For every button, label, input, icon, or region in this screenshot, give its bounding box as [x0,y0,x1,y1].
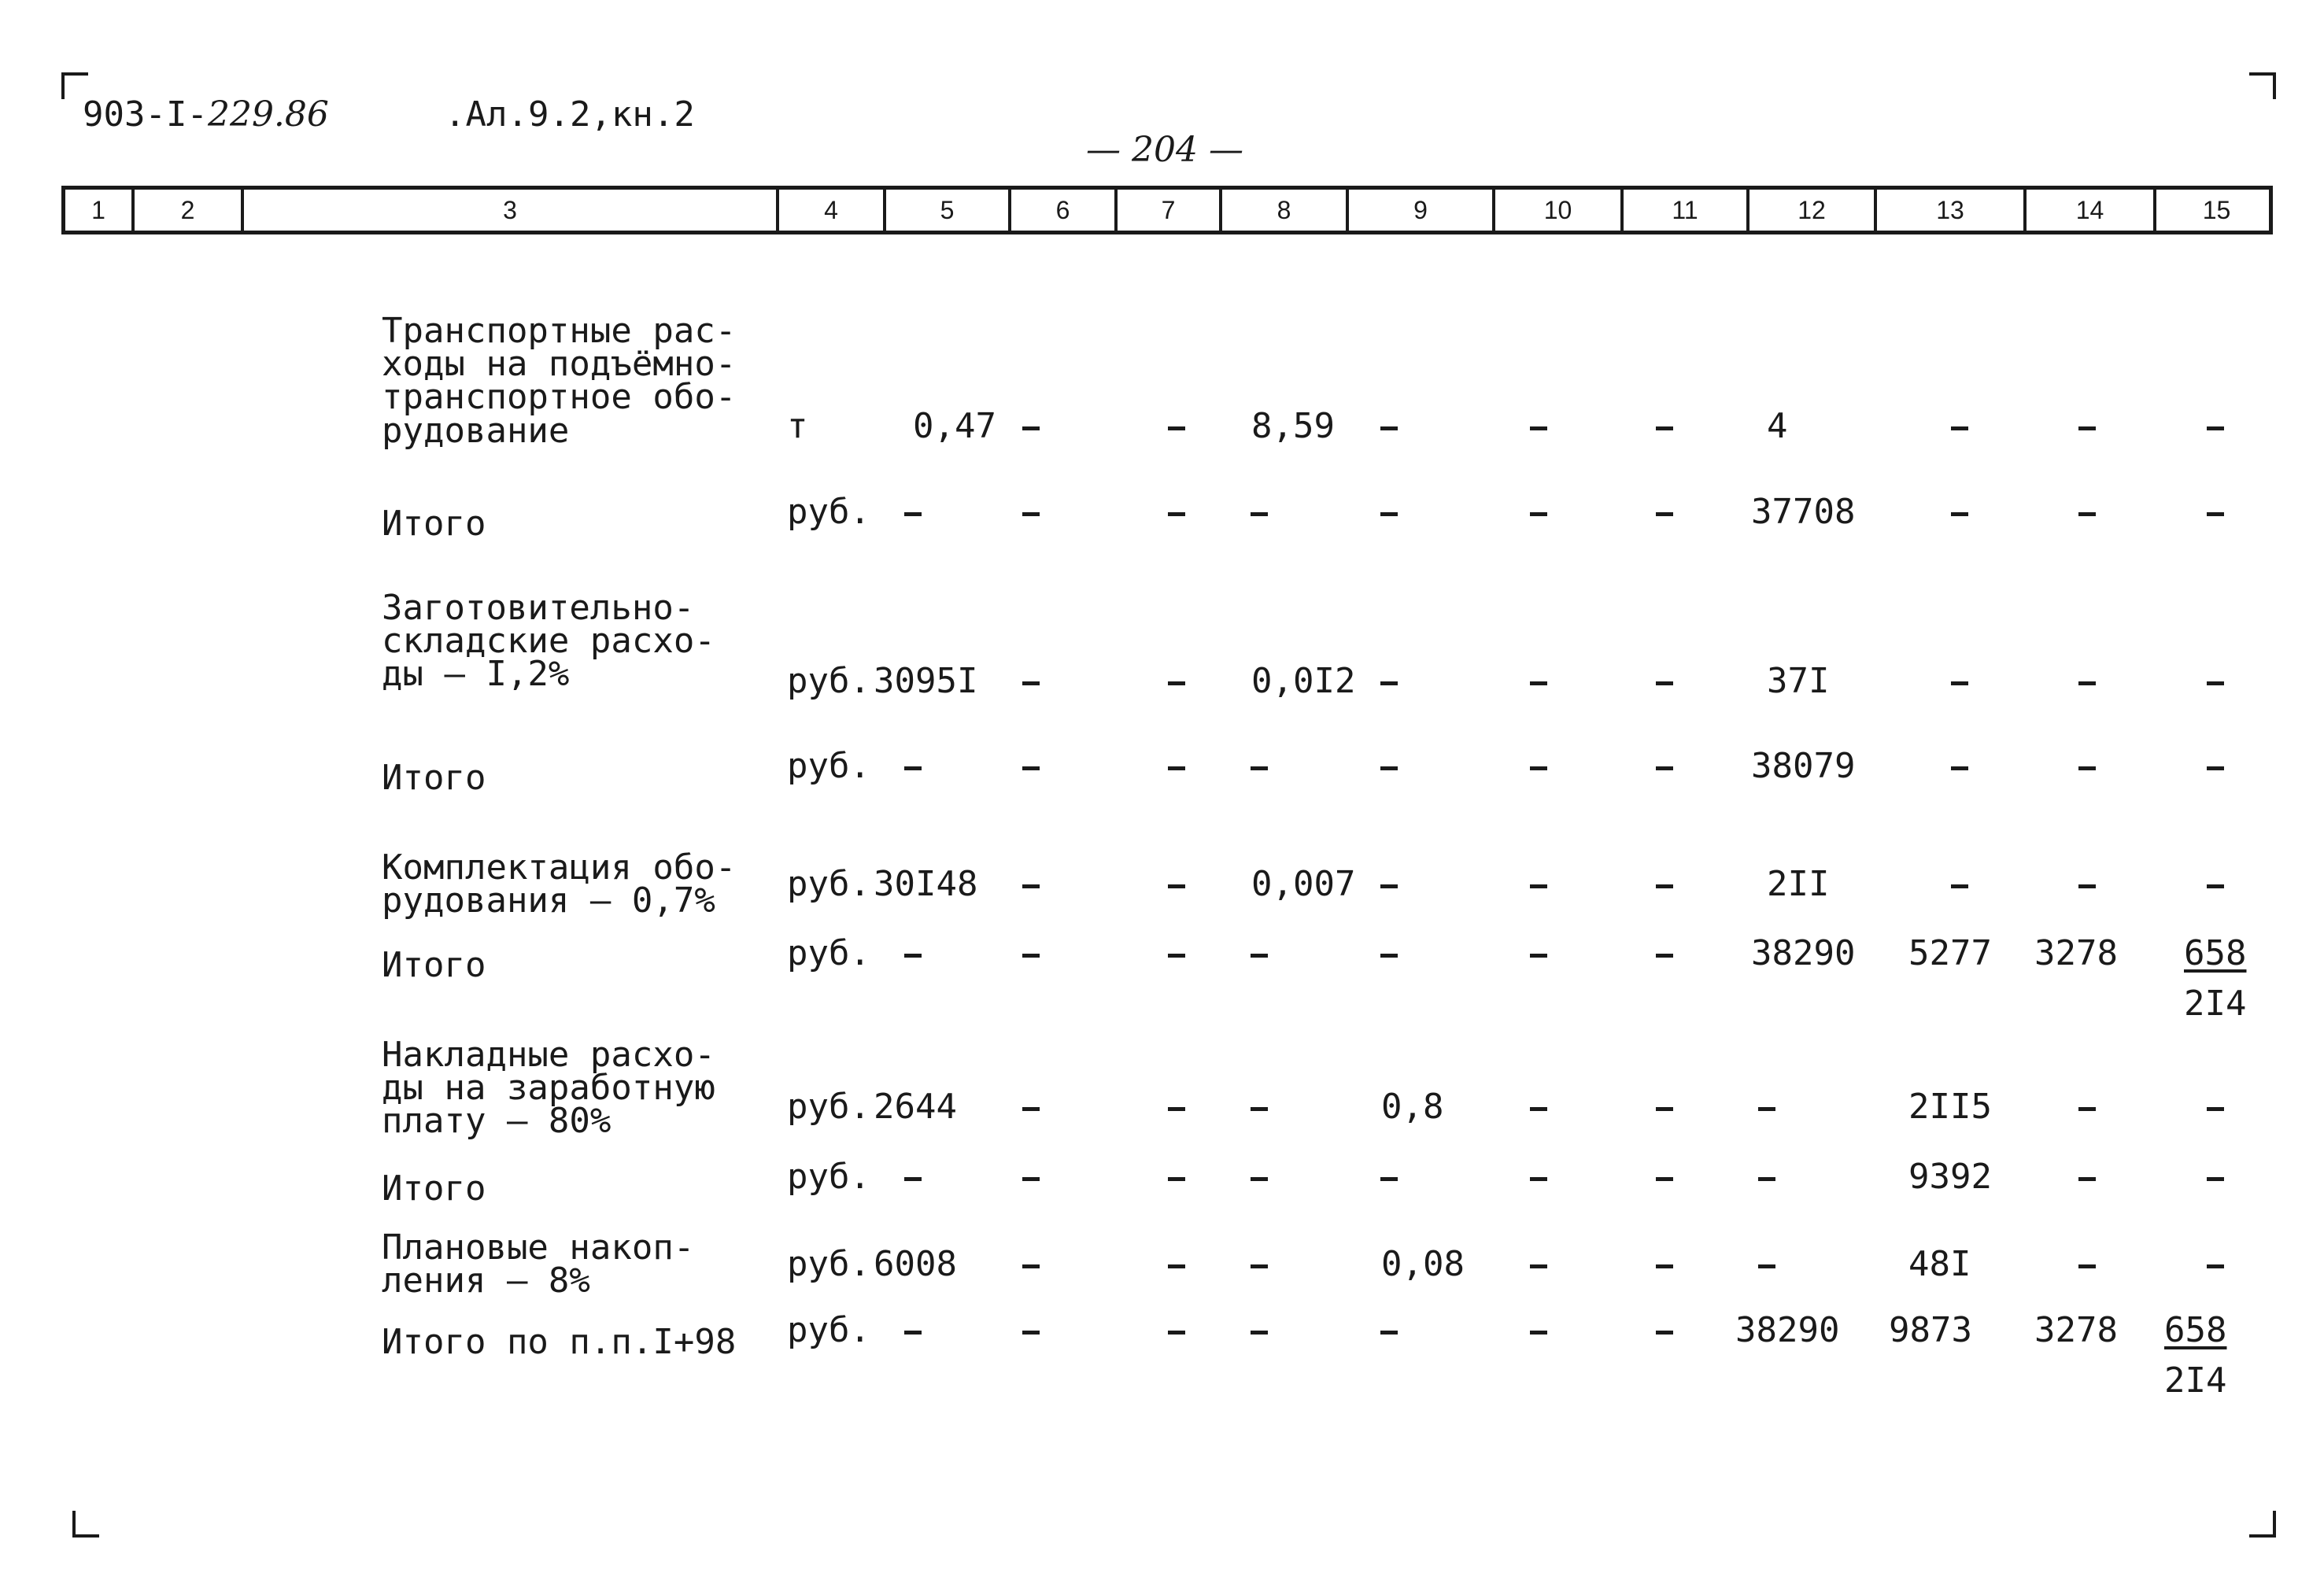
row-1-col-9-dash [1380,426,1398,430]
row-4-col-8-dash [1251,766,1268,770]
row-4-col-6-dash [1022,766,1040,770]
row-1-col-6-dash [1022,426,1040,430]
row-6-col-13: 5277 [1908,933,1992,973]
row-8-col-7-dash [1168,1177,1185,1181]
row-10-col-10-dash [1530,1331,1547,1335]
row-9-col-8-dash [1251,1264,1268,1268]
row-2-col-10-dash [1530,512,1547,516]
row-6-col-15-top: 658 [2184,933,2247,973]
row-5-col-13-dash [1951,884,1968,888]
row-7-col-10-dash [1530,1107,1547,1111]
album-reference: .Ал.9.2,кн.2 [445,94,695,135]
row-3-col-7-dash [1168,681,1185,685]
row-3-col-12: 37I [1767,661,1830,701]
row-4-col-5-dash [904,766,922,770]
row-2-col-9-dash [1380,512,1398,516]
row-8-col-10-dash [1530,1177,1547,1181]
column-number-5: 5 [886,190,1011,231]
row-4-col-12: 38079 [1751,746,1856,786]
row-6-unit: руб. [787,933,870,973]
row-4-unit: руб. [787,746,870,786]
page-number: — 204 — [1086,130,1243,170]
document-code-handwritten: 229.86 [207,94,329,135]
row-7-col-14-dash [2078,1107,2096,1111]
column-number-12: 12 [1749,190,1877,231]
row-7-col-12-dash [1758,1107,1775,1111]
document-code-prefix: 903-I- [83,94,208,135]
row-7-col-13: 2II5 [1908,1087,1992,1127]
row-9-col-7-dash [1168,1264,1185,1268]
row-1-col-11-dash [1656,426,1673,430]
row-1-col-7-dash [1168,426,1185,430]
row-10-col-12: 38290 [1735,1310,1840,1350]
row-4-col-9-dash [1380,766,1398,770]
row-6-col-8-dash [1251,954,1268,958]
row-4-description: Итого [382,758,486,798]
row-3-col-13-dash [1951,681,1968,685]
row-1-col-5: 0,47 [913,406,996,446]
row-5-col-8: 0,007 [1251,864,1356,904]
row-2-col-11-dash [1656,512,1673,516]
row-5-col-9-dash [1380,884,1398,888]
document-code [83,94,329,135]
row-5-col-14-dash [2078,884,2096,888]
row-3-col-6-dash [1022,681,1040,685]
row-4-col-10-dash [1530,766,1547,770]
row-5-col-12: 2II [1767,864,1830,904]
row-8-description: Итого [382,1168,486,1209]
row-2-col-6-dash [1022,512,1040,516]
row-10-col-14: 3278 [2034,1310,2118,1350]
row-2-col-15-dash [2207,512,2224,516]
row-2-col-7-dash [1168,512,1185,516]
row-5-col-11-dash [1656,884,1673,888]
row-1-col-13-dash [1951,426,1968,430]
row-7-col-5: 2644 [874,1087,957,1127]
row-6-col-5-dash [904,954,922,958]
row-6-col-11-dash [1656,954,1673,958]
column-number-4: 4 [779,190,886,231]
row-10-unit: руб. [787,1310,870,1350]
row-5-col-5: 30I48 [874,864,978,904]
row-3-col-15-dash [2207,681,2224,685]
row-10-col-15-bottom: 2I4 [2164,1360,2227,1401]
row-1-description: Транспортные рас- ходы на подъёмно- транспортное обо- рудование [382,311,737,451]
row-4-col-13-dash [1951,766,1968,770]
row-3-description: Заготовительно- складские расхо- ды – I,2% [382,588,715,695]
row-7-col-11-dash [1656,1107,1673,1111]
row-9-description: Плановые накоп- ления – 8% [382,1227,695,1301]
row-9-col-14-dash [2078,1264,2096,1268]
row-6-col-14: 3278 [2034,933,2118,973]
row-1-col-12: 4 [1767,406,1788,446]
row-9-col-12-dash [1758,1264,1775,1268]
row-7-col-6-dash [1022,1107,1040,1111]
row-7-unit: руб. [787,1087,870,1127]
row-6-col-7-dash [1168,954,1185,958]
row-10-col-6-dash [1022,1331,1040,1335]
row-3-col-8: 0,0I2 [1251,661,1356,701]
row-9-col-13: 48I [1908,1244,1971,1284]
row-9-col-9: 0,08 [1381,1244,1465,1284]
row-8-col-14-dash [2078,1177,2096,1181]
corner-mark-bottom-right [2249,1511,2276,1538]
row-10-col-11-dash [1656,1331,1673,1335]
row-8-col-6-dash [1022,1177,1040,1181]
column-number-2: 2 [135,190,244,231]
row-8-col-5-dash [904,1177,922,1181]
row-8-col-13: 9392 [1908,1157,1992,1197]
row-4-col-14-dash [2078,766,2096,770]
row-7-col-7-dash [1168,1107,1185,1111]
row-3-col-9-dash [1380,681,1398,685]
corner-mark-top-right [2249,72,2276,99]
row-2-col-5-dash [904,512,922,516]
row-6-col-15-bottom: 2I4 [2184,984,2247,1024]
column-number-6: 6 [1011,190,1118,231]
row-10-col-13: 9873 [1889,1310,1972,1350]
row-1-col-14-dash [2078,426,2096,430]
row-10-col-9-dash [1380,1331,1398,1335]
row-1-col-15-dash [2207,426,2224,430]
row-8-col-8-dash [1251,1177,1268,1181]
row-6-description: Итого [382,945,486,985]
row-8-col-11-dash [1656,1177,1673,1181]
row-5-col-15-dash [2207,884,2224,888]
row-5-unit: руб. [787,864,870,904]
row-9-col-15-dash [2207,1264,2224,1268]
row-2-col-13-dash [1951,512,1968,516]
row-3-col-11-dash [1656,681,1673,685]
row-8-col-12-dash [1758,1177,1775,1181]
row-10-col-5-dash [904,1331,922,1335]
row-2-unit: руб. [787,492,870,532]
row-9-col-5: 6008 [874,1244,957,1284]
row-2-col-14-dash [2078,512,2096,516]
row-1-unit: т [787,406,808,446]
row-5-col-7-dash [1168,884,1185,888]
row-3-col-14-dash [2078,681,2096,685]
row-9-col-6-dash [1022,1264,1040,1268]
row-2-col-12: 37708 [1751,492,1856,532]
row-8-unit: руб. [787,1157,870,1197]
row-9-unit: руб. [787,1244,870,1284]
row-4-col-11-dash [1656,766,1673,770]
row-10-col-15-top: 658 [2164,1310,2227,1350]
row-9-col-11-dash [1656,1264,1673,1268]
row-1-col-8: 8,59 [1251,406,1335,446]
row-3-unit: руб. [787,661,870,701]
row-3-col-5: 3095I [874,661,978,701]
row-7-description: Накладные расхо- ды на заработную плату – 80% [382,1035,715,1142]
column-number-13: 13 [1877,190,2027,231]
column-number-8: 8 [1222,190,1349,231]
row-7-col-15-dash [2207,1107,2224,1111]
row-6-col-12: 38290 [1751,933,1856,973]
row-4-col-15-dash [2207,766,2224,770]
column-number-15: 15 [2202,195,2231,224]
row-2-description: Итого [382,504,486,544]
column-number-header [61,186,2273,234]
row-9-col-10-dash [1530,1264,1547,1268]
column-number-3: 3 [244,190,779,231]
row-10-col-8-dash [1251,1331,1268,1335]
row-4-col-7-dash [1168,766,1185,770]
row-5-description: Комплектация обо- рудования – 0,7% [382,847,737,921]
row-10-description: Итого по п.п.I+98 [382,1322,737,1362]
row-10-col-7-dash [1168,1331,1185,1335]
corner-mark-bottom-left [72,1511,99,1538]
column-number-10: 10 [1495,190,1624,231]
row-7-col-8-dash [1251,1107,1268,1111]
column-number-1: 1 [65,190,135,231]
row-5-col-6-dash [1022,884,1040,888]
row-2-col-8-dash [1251,512,1268,516]
row-7-col-9: 0,8 [1381,1087,1444,1127]
row-6-col-10-dash [1530,954,1547,958]
row-5-col-10-dash [1530,884,1547,888]
row-8-col-9-dash [1380,1177,1398,1181]
row-8-col-15-dash [2207,1177,2224,1181]
row-6-col-6-dash [1022,954,1040,958]
row-6-col-9-dash [1380,954,1398,958]
column-number-14: 14 [2027,190,2156,231]
column-number-11: 11 [1624,190,1749,231]
column-number-7: 7 [1118,190,1222,231]
row-1-col-10-dash [1530,426,1547,430]
column-number-9: 9 [1349,190,1495,231]
row-3-col-10-dash [1530,681,1547,685]
